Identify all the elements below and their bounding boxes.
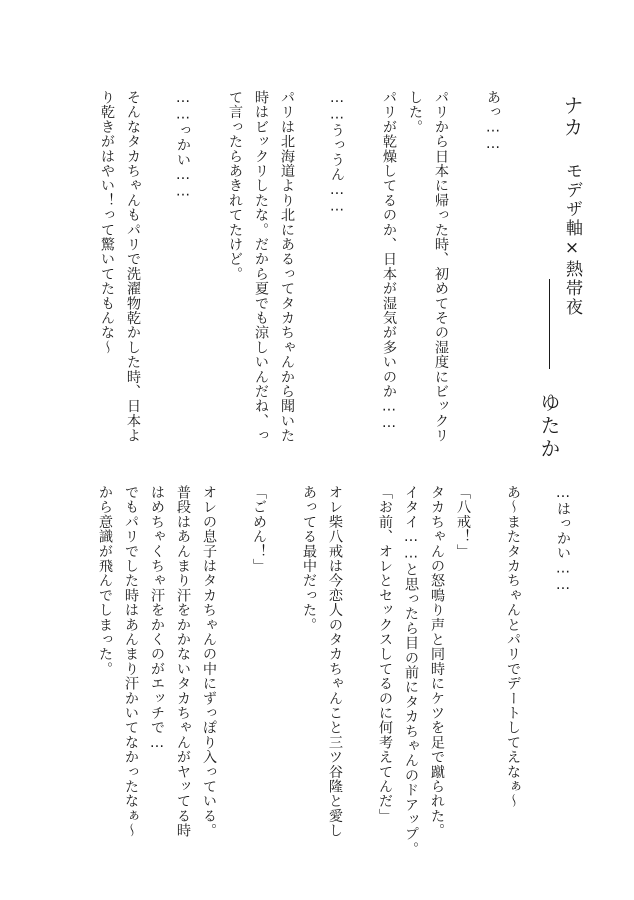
text-line: そんなタカちゃんもパリで洗濯物乾かした時、日本よ (125, 90, 141, 443)
text-line: あっ…… (485, 90, 501, 153)
text-line: …はっかい…… (555, 485, 571, 594)
text-line: イタイ……と思ったら目の前にタカちゃんのドアップ。 (403, 485, 419, 857)
text-line: オレの息子はタカちゃんの中にずっぽり入っている。 (201, 485, 217, 838)
text-line: あってる最中だった。 (301, 485, 317, 632)
text-line: 普段はあんまり汗をかかないタカちゃんがヤッてる時 (175, 485, 191, 838)
story-subtitle: モデザ軸×熱帯夜 (562, 162, 582, 317)
text-line: 時はビックリしたな。だから夏でも涼しいんだね、っ (253, 90, 269, 443)
title-rule (549, 279, 550, 369)
text-line: ……うっうん…… (329, 90, 345, 215)
text-line: タカちゃんの怒鳴り声と同時にケツを足で蹴られた。 (429, 485, 445, 838)
text-line: でもパリでした時はあんまり汗かいてなかったなぁ～ (123, 485, 139, 838)
text-line: オレ柴八戒は今恋人のタカちゃんこと三ツ谷隆と愛し (327, 485, 343, 838)
text-line: ……っかい…… (175, 90, 191, 201)
text-line: から意識が飛んでしまった。 (97, 485, 113, 677)
story-title: ナカ (560, 95, 584, 139)
author-name: ゆたか (537, 392, 561, 461)
text-line: 「ごめん！」 (251, 485, 267, 574)
text-line: 「お前、オレとセックスしてるのに何考えてんだ」 (377, 485, 393, 824)
text-line: パリが乾燥してるのか、日本が湿気が多いのか…… (381, 90, 397, 432)
text-line: り乾きがはやい！って驚いてたもんな～ (99, 90, 115, 355)
text-line: あ～またタカちゃんとパリでデートしてえなぁ～ (505, 485, 521, 809)
text-line: パリから日本に帰った時、初めてその湿度にビックリ (433, 90, 449, 443)
text-line: て言ったらあきれてたけど。 (227, 90, 243, 282)
text-line: パリは北海道より北にあるってタカちゃんから聞いた (279, 90, 295, 443)
text-line: した。 (407, 90, 423, 135)
text-line: 「八戒！」 (455, 485, 471, 559)
text-line: はめちゃくちゃ汗をかくのがエッチで… (149, 485, 165, 752)
